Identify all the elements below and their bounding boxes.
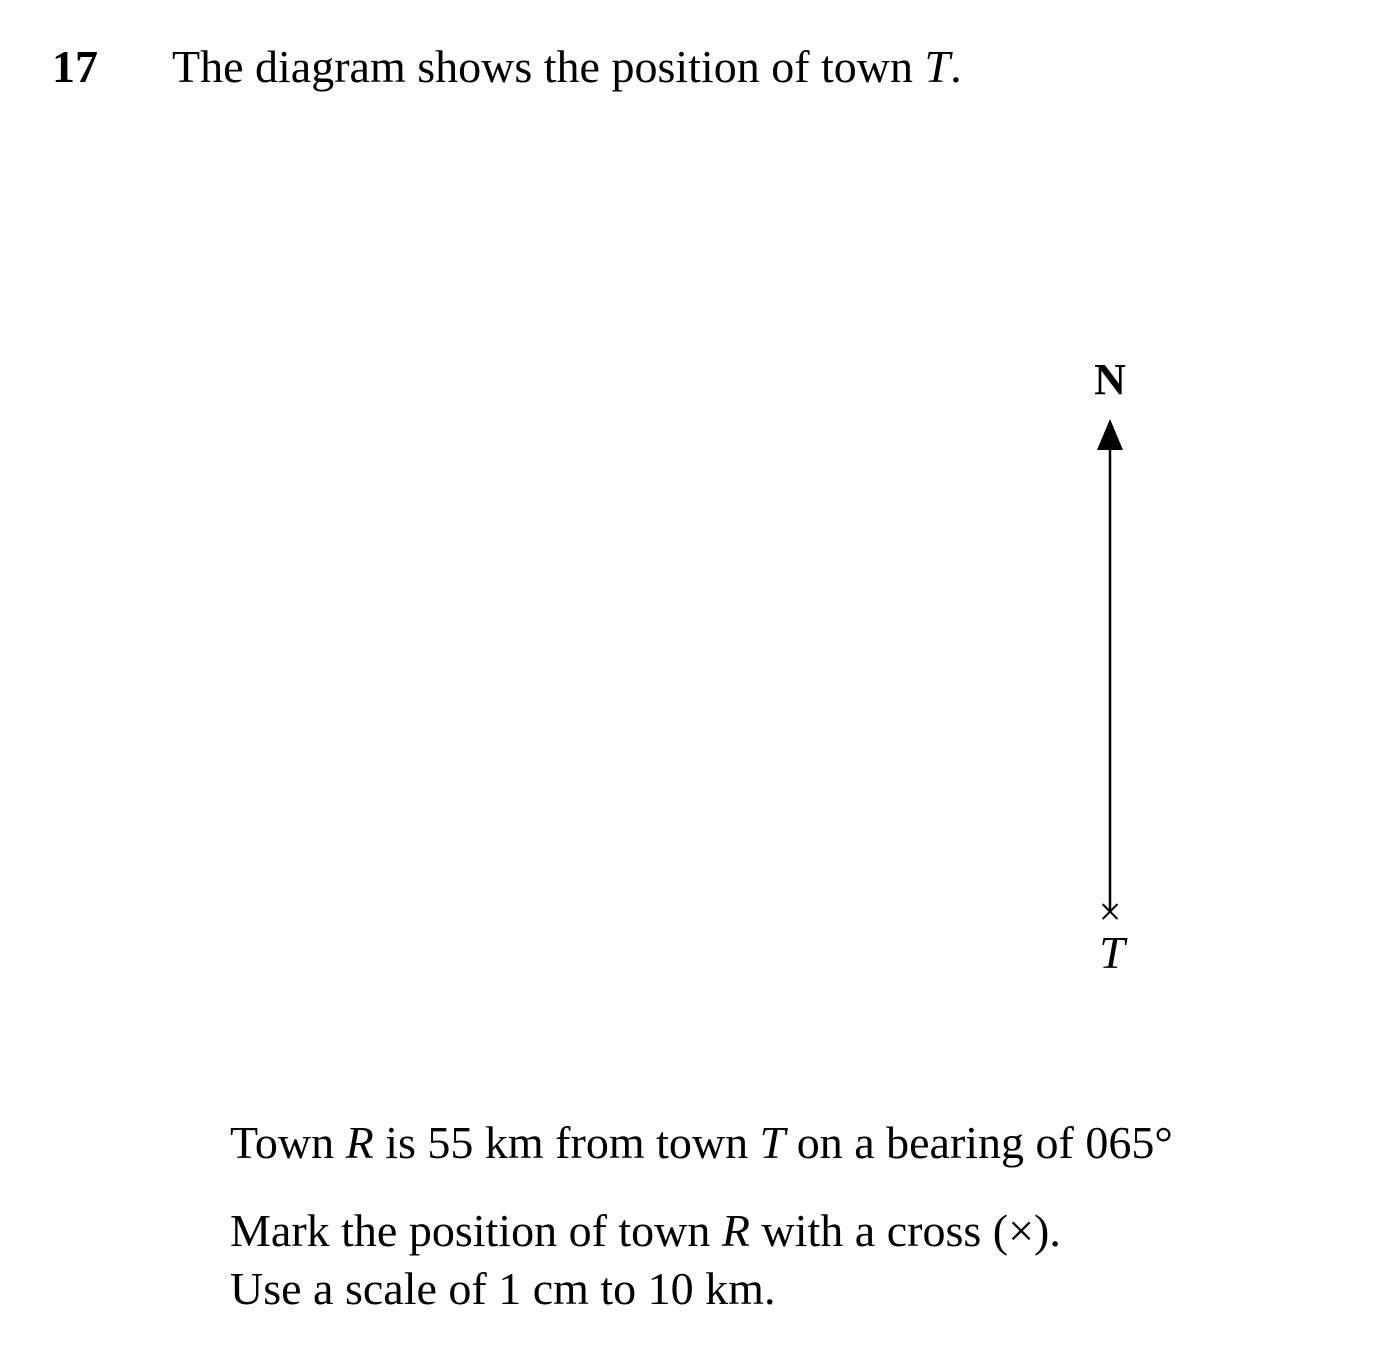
town-t-cross: × [1098, 889, 1122, 934]
intro-end: . [950, 41, 962, 92]
statement-text-3: on a bearing of 065° [785, 1117, 1173, 1168]
bearing-statement [230, 1117, 1173, 1168]
north-arrowhead [1097, 419, 1123, 450]
north-label: N [1094, 355, 1126, 404]
intro-text: The diagram shows the position of town [172, 41, 925, 92]
instruction-town-r: R [721, 1205, 751, 1256]
instruction-text-1: Mark the position of town [230, 1205, 722, 1256]
scale-instruction: Use a scale of 1 cm to 10 km. [230, 1263, 776, 1314]
statement-town-r: R [345, 1117, 374, 1168]
town-t-label: T [1099, 927, 1125, 978]
instruction-text-2: with a cross (×). [750, 1205, 1061, 1256]
statement-text-2: is 55 km from town [373, 1117, 760, 1168]
statement-text-1: Town [230, 1117, 346, 1168]
statement-town-t: T [759, 1117, 786, 1168]
mark-instruction [230, 1205, 1061, 1256]
intro-town-label: T [924, 41, 951, 92]
question-number: 17 [52, 41, 98, 92]
